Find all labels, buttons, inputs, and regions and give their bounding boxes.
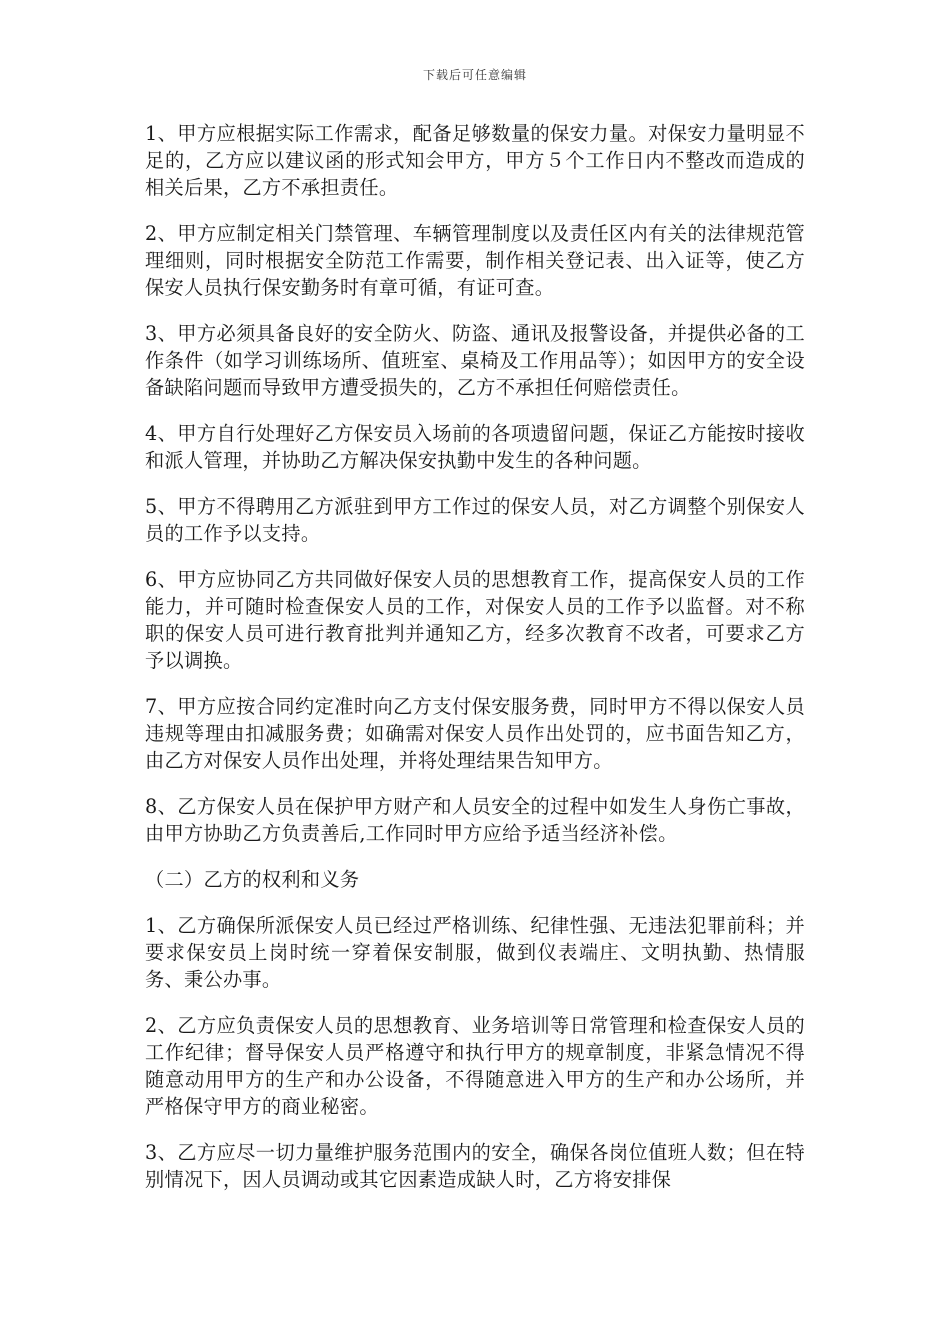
paragraph-1: 1、甲方应根据实际工作需求，配备足够数量的保安力量。对保安力量明显不足的，乙方应以建议函的形式知会甲方，甲方５个工作日内不整改而造成的相关后果，乙方不承担责任。 <box>145 122 805 199</box>
section-heading: （二）乙方的权利和义务 <box>145 868 360 891</box>
page-header-watermark: 下载后可任意编辑 <box>422 68 527 82</box>
paragraph-2: 2、甲方应制定相关门禁管理、车辆管理制度以及责任区内有关的法律规范管理细则，同时根据安全防范工作需要，制作相关登记表、出入证等，使乙方保安人员执行保安勤务时有章可循，有证可查。 <box>145 222 805 299</box>
paragraph-9: 1、乙方确保所派保安人员已经过严格训练、纪律性强、无违法犯罪前科；并要求保安员上岗时统一穿着保安制服，做到仪表端庄、文明执勤、热情服务、秉公办事。 <box>145 914 805 991</box>
document-body <box>145 120 805 1212</box>
paragraph-11: 3、乙方应尽一切力量维护服务范围内的安全，确保各岗位值班人数；但在特别情况下，因人员调动或其它因素造成缺人时，乙方将安排保 <box>145 1141 805 1191</box>
paragraph-3: 3、甲方必须具备良好的安全防火、防盗、通讯及报警设备，并提供必备的工作条件（如学习训练场所、值班室、桌椅及工作用品等）；如因甲方的安全设备缺陷问题而导致甲方遭受损失的，乙方不承担任何赔偿责任。 <box>145 322 805 399</box>
paragraph-7: 7、甲方应按合同约定准时向乙方支付保安服务费，同时甲方不得以保安人员违规等理由扣减服务费；如确需对保安人员作出处罚的，应书面告知乙方，由乙方对保安人员作出处理，并将处理结果告知甲方。 <box>145 695 805 772</box>
paragraph-4: 4、甲方自行处理好乙方保安员入场前的各项遗留问题，保证乙方能按时接收和派人管理，并协助乙方解决保安执勤中发生的各种问题。 <box>145 422 805 472</box>
paragraph-8: 8、乙方保安人员在保护甲方财产和人员安全的过程中如发生人身伤亡事故，由甲方协助乙方负责善后,工作同时甲方应给予适当经济补偿。 <box>145 795 805 845</box>
paragraph-5: 5、甲方不得聘用乙方派驻到甲方工作过的保安人员，对乙方调整个别保安人员的工作予以支持。 <box>145 495 805 545</box>
paragraph-6: 6、甲方应协同乙方共同做好保安人员的思想教育工作，提高保安人员的工作能力，并可随时检查保安人员的工作，对保安人员的工作予以监督。对不称职的保安人员可进行教育批判并通知乙方，经多次教育不改者，可要求乙方予以调换。 <box>145 568 805 672</box>
paragraph-10: 2、乙方应负责保安人员的思想教育、业务培训等日常管理和检查保安人员的工作纪律；督导保安人员严格遵守和执行甲方的规章制度，非紧急情况不得随意动用甲方的生产和办公设备，不得随意进入甲方的生产和办公场所，并严格保守甲方的商业秘密。 <box>145 1014 805 1118</box>
